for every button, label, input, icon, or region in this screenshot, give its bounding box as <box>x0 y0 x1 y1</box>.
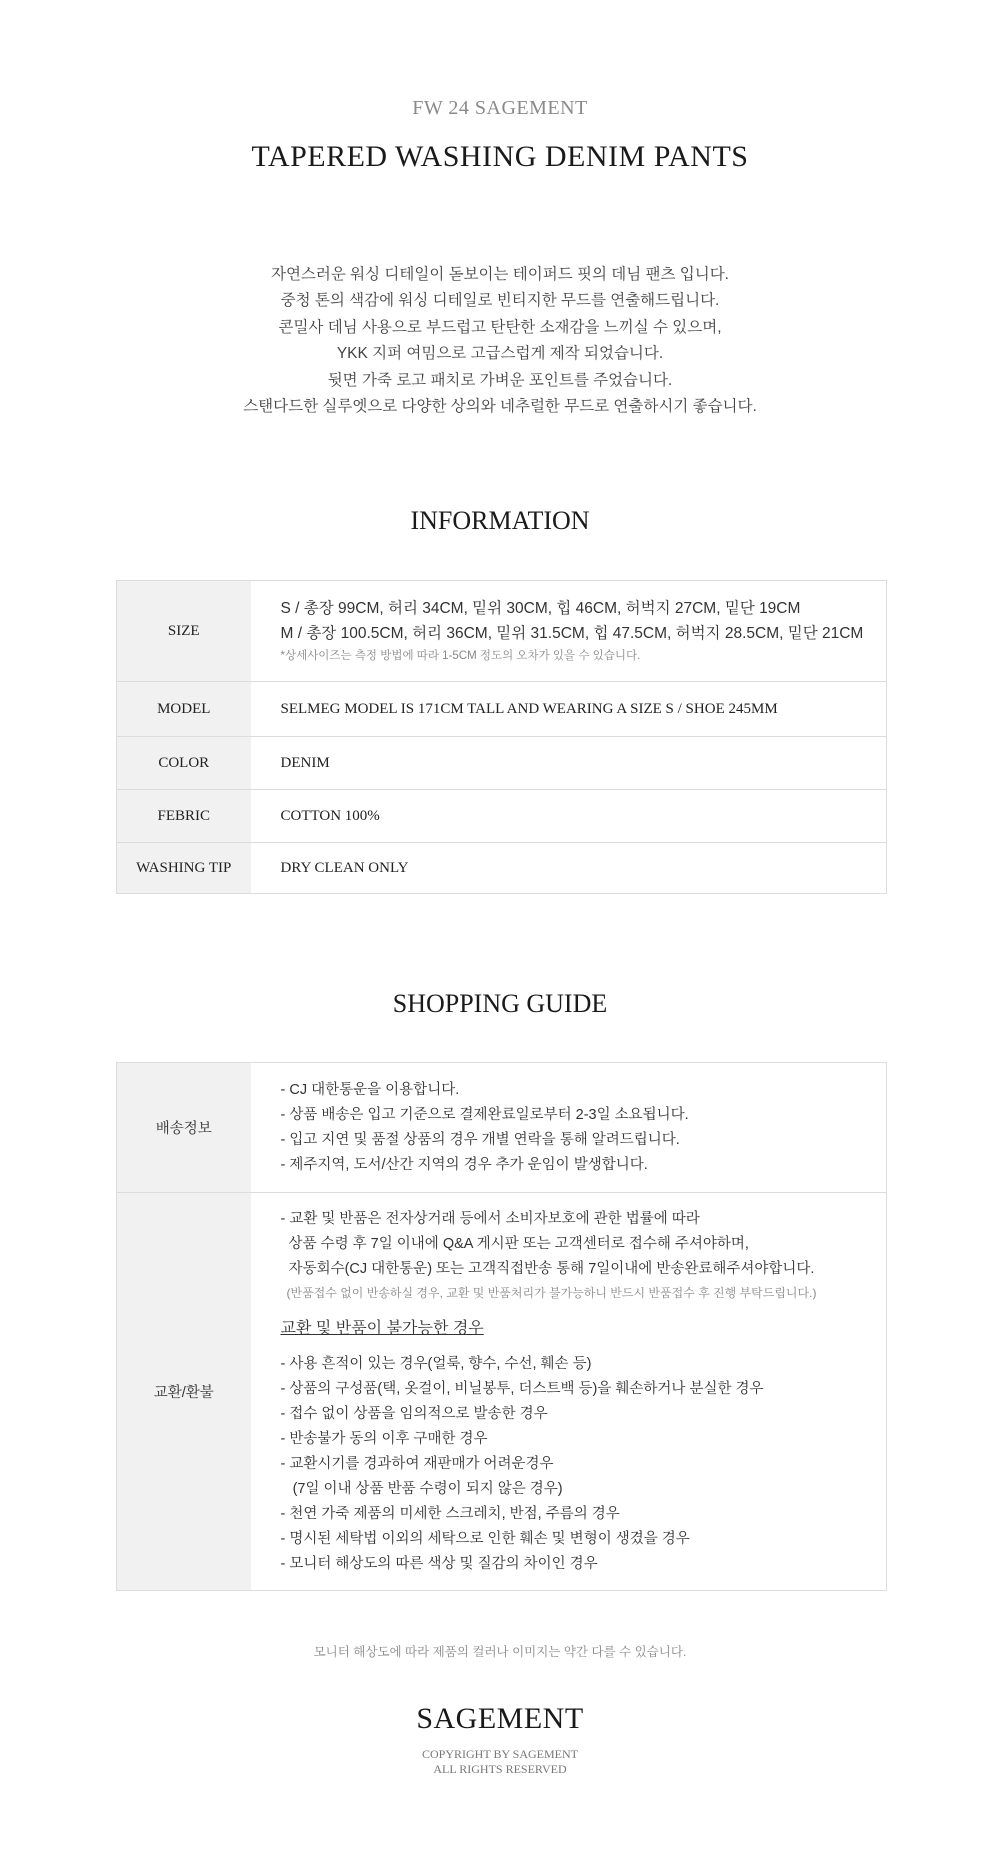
restriction-line: - 교환시기를 경과하여 재판매가 어려운경우 <box>280 1455 554 1472</box>
restriction-line: - 상품의 구성품(택, 옷걸이, 비닐봉투, 더스트백 등)을 훼손하거나 분실한 경우 <box>280 1380 764 1397</box>
shopping-guide-table <box>116 1062 887 1591</box>
info-row-size <box>117 581 887 682</box>
description-line: 콘밀사 데님 사용으로 부드럽고 탄탄한 소재감을 느끼실 수 있으며, <box>278 318 722 336</box>
delivery-line: - 상품 배송은 입고 기준으로 결제완료일로부터 2-3일 소요됩니다. <box>280 1106 689 1123</box>
info-row-washing <box>117 843 887 894</box>
info-row-model <box>117 682 887 737</box>
guide-row-delivery <box>117 1063 887 1193</box>
restriction-line: - 반송불가 동의 이후 구매한 경우 <box>280 1430 488 1447</box>
restriction-line: - 모니터 해상도의 따른 색상 및 질감의 차이인 경우 <box>280 1555 598 1572</box>
description-line: 자연스러운 워싱 디테일이 돋보이는 테이퍼드 핏의 데님 팬츠 입니다. <box>270 266 729 283</box>
restriction-subtitle: 교환 및 반품이 불가능한 경우 <box>280 1319 484 1337</box>
info-row-color <box>117 737 887 790</box>
guide-content <box>251 1063 887 1193</box>
guide-content <box>251 1193 887 1591</box>
info-label: MODEL <box>117 682 251 737</box>
guide-row-exchange <box>117 1193 887 1591</box>
description-line: 스탠다드한 실루엣으로 다양한 상의와 네추럴한 무드로 연출하시기 좋습니다. <box>243 398 757 416</box>
info-value: COTTON 100% <box>251 790 887 843</box>
info-row-fabric <box>117 790 887 843</box>
product-title: TAPERED WASHING DENIM PANTS <box>251 140 749 173</box>
product-description <box>0 262 1000 420</box>
copyright-line: COPYRIGHT BY SAGEMENT <box>421 1747 578 1761</box>
delivery-line: - 입고 지연 및 품절 상품의 경우 개별 연락을 통해 알려드립니다. <box>280 1131 680 1148</box>
copyright <box>0 1747 1000 1777</box>
exchange-line: 상품 수령 후 7일 이내에 Q&A 게시판 또는 고객센터로 접수해 주셔야하며, <box>280 1235 749 1252</box>
delivery-line: - 제주지역, 도서/산간 지역의 경우 추가 운임이 발생합니다. <box>280 1156 648 1173</box>
restriction-line: - 접수 없이 상품을 임의적으로 발송한 경우 <box>280 1405 548 1422</box>
shopping-guide-title: SHOPPING GUIDE <box>392 989 608 1018</box>
info-label: SIZE <box>117 581 251 682</box>
description-line: YKK 지퍼 여밈으로 고급스럽게 제작 되었습니다. <box>336 345 664 363</box>
restriction-line: - 사용 흔적이 있는 경우(얼룩, 향수, 수선, 훼손 등) <box>280 1355 592 1372</box>
size-note: *상세사이즈는 측정 방법에 따라 1-5CM 정도의 오차가 있을 수 있습니다. <box>280 650 641 662</box>
info-label: FEBRIC <box>117 790 251 843</box>
restriction-line: - 명시된 세탁법 이외의 세탁으로 인한 훼손 및 변형이 생겼을 경우 <box>280 1530 690 1547</box>
exchange-line: 자동회수(CJ 대한통운) 또는 고객직접반송 통해 7일이내에 반송완료해주셔야합니다. <box>280 1260 815 1277</box>
description-line: 중청 톤의 색감에 워싱 디테일로 빈티지한 무드를 연출해드립니다. <box>280 292 720 310</box>
season-label: FW 24 SAGEMENT <box>412 97 588 119</box>
size-line-m: M / 총장 100.5CM, 허리 36CM, 밑위 31.5CM, 힙 47.5CM, 허벅지 28.5CM, 밑단 21CM <box>280 625 864 642</box>
guide-label: 교환/환불 <box>117 1193 251 1591</box>
copyright-line: ALL RIGHTS RESERVED <box>433 1762 567 1776</box>
description-line: 뒷면 가죽 로고 패치로 가벼운 포인트를 주었습니다. <box>327 371 673 389</box>
info-value: SELMEG MODEL IS 171CM TALL AND WEARING A SIZE S / SHOE 245MM <box>251 682 887 737</box>
brand-logo: SAGEMENT <box>416 1702 584 1735</box>
exchange-note: (반품접수 없이 반송하실 경우, 교환 및 반품처리가 불가능하니 반드시 반품접수 후 진행 부탁드립니다.) <box>286 1285 817 1300</box>
info-value: DENIM <box>251 737 887 790</box>
delivery-line: - CJ 대한통운을 이용합니다. <box>280 1081 460 1098</box>
guide-label: 배송정보 <box>117 1063 251 1193</box>
monitor-note: 모니터 해상도에 따라 제품의 컬러나 이미지는 약간 다를 수 있습니다. <box>313 1645 687 1659</box>
size-line-s: S / 총장 99CM, 허리 34CM, 밑위 30CM, 힙 46CM, 허벅지 27CM, 밑단 19CM <box>280 600 801 617</box>
information-table <box>116 580 887 894</box>
information-title: INFORMATION <box>410 506 590 535</box>
restriction-line: - 천연 가죽 제품의 미세한 스크레치, 반점, 주름의 경우 <box>280 1505 620 1522</box>
info-value: DRY CLEAN ONLY <box>251 843 887 894</box>
info-label: COLOR <box>117 737 251 790</box>
restriction-line: (7일 이내 상품 반품 수령이 되지 않은 경우) <box>280 1480 563 1497</box>
info-label: WASHING TIP <box>117 843 251 894</box>
info-value <box>251 581 887 682</box>
exchange-line: - 교환 및 반품은 전자상거래 등에서 소비자보호에 관한 법률에 따라 <box>280 1210 700 1227</box>
